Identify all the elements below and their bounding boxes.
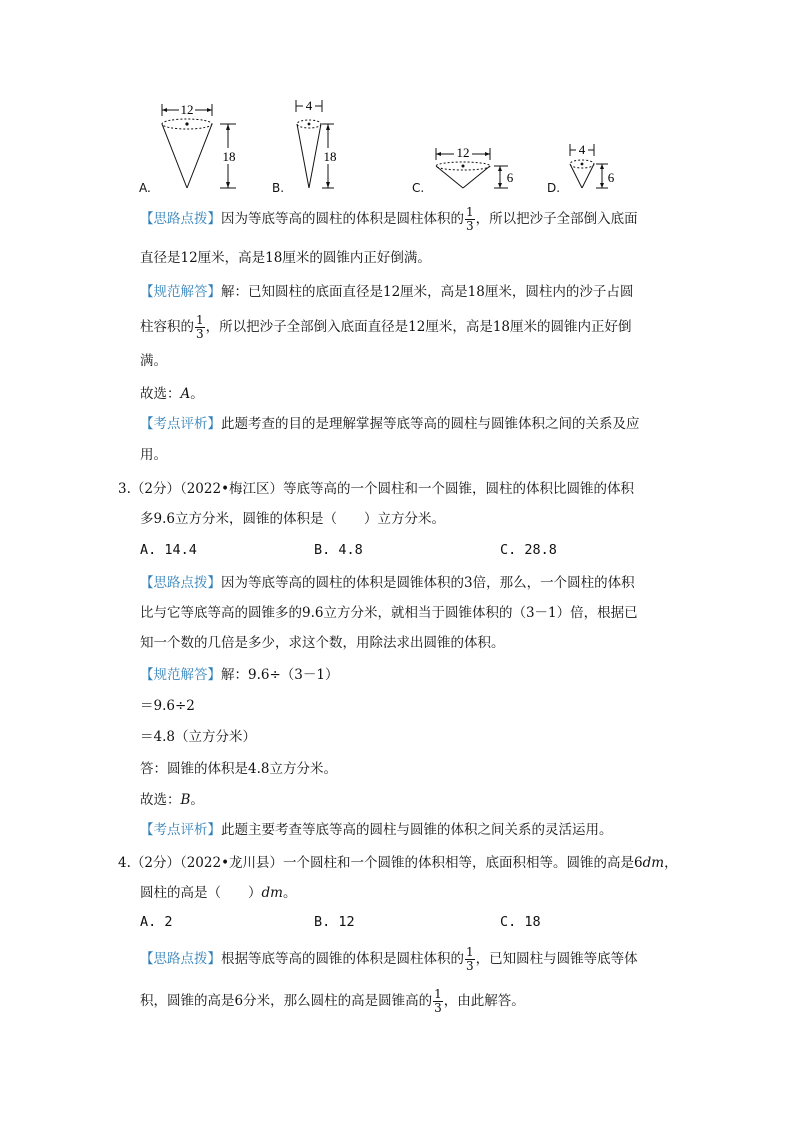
q3-hint-tag: 【思路点拨】 <box>140 575 221 591</box>
q3-review-text-1: 此题主要考查等底等高的圆柱与圆锥的体积之间关系的灵活运用。 <box>221 822 613 838</box>
q3-stem-line-2: 多9.6立方分米，圆锥的体积是（ ）立方分米。 <box>140 511 445 527</box>
q2-review-tag: 【考点评析】 <box>140 416 221 432</box>
q2-hint-text-1a: 因为等底等高的圆柱的体积是圆柱体积的 <box>221 211 464 227</box>
q2-hint-line-2: 直径是12厘米，高是18厘米的圆锥内正好倒满。 <box>140 250 431 266</box>
cone-figure-b <box>288 96 348 196</box>
q3-solution-line-3: ＝4.8（立方分米） <box>140 729 256 745</box>
cone-figure-d <box>565 140 625 196</box>
q3-option-b: B. 4.8 <box>314 542 363 558</box>
q3-solution-line-2: ＝9.6÷2 <box>140 698 195 714</box>
q2-hint-tag: 【思路点拨】 <box>140 211 221 227</box>
fraction-one-third: $\frac{1}{3}$ <box>196 313 204 341</box>
figure-a-height: 18 <box>222 149 236 164</box>
q4-stem-line-2: 圆柱的高是（ ）dm。 <box>140 885 297 901</box>
figure-b-height: 18 <box>323 149 337 164</box>
q4-stem-line-1: 4.（2分）（2022•龙川县）一个圆柱和一个圆锥的体积相等，底面积相等。圆锥的高是6dm， <box>118 855 678 871</box>
q2-hint-text-1b: ，所以把沙子全部倒入底面 <box>475 211 638 227</box>
q4-hint-line-1 <box>140 946 638 973</box>
figure-b-label: B. <box>272 181 285 195</box>
figure-d-diameter: 4 <box>578 142 586 157</box>
q3-hint-text-1: 因为等底等高的圆柱的体积是圆锥体积的3倍，那么，一个圆柱的体积 <box>221 575 635 591</box>
q4-option-a: A. 2 <box>140 914 173 930</box>
q2-solution-line-2 <box>140 314 632 341</box>
q4-option-b: B. 12 <box>314 914 355 930</box>
q2-review-line-2: 用。 <box>140 447 167 463</box>
q2-review-line-1 <box>140 415 640 433</box>
q4-hint-tag: 【思路点拨】 <box>140 951 221 967</box>
q4-hint-text-1a: 根据等底等高的圆锥的体积是圆柱体积的 <box>221 951 464 967</box>
q3-solution-tag: 【规范解答】 <box>140 667 221 683</box>
q2-solution-text-1: 解：已知圆柱的底面直径是12厘米，高是18厘米，圆柱内的沙子占圆 <box>221 284 634 300</box>
q3-solution-line-1 <box>140 666 338 684</box>
figure-a-label: A. <box>139 181 151 195</box>
cone-figure-c <box>430 142 520 196</box>
q4-hint-line-2 <box>140 988 525 1015</box>
fraction-one-third: $\frac{1}{3}$ <box>466 945 474 973</box>
q2-review-text-1: 此题考查的目的是理解掌握等底等高的圆柱与圆锥体积之间的关系及应 <box>221 416 640 432</box>
q3-review-tag: 【考点评析】 <box>140 822 221 838</box>
figure-b-diameter: 4 <box>305 98 313 113</box>
q3-option-a: A. 14.4 <box>140 542 197 558</box>
figure-d-height: 6 <box>607 170 615 185</box>
q3-answer: 答：圆锥的体积是4.8立方分米。 <box>140 761 337 777</box>
cone-figure-a <box>135 98 250 196</box>
q4-option-c: C. 18 <box>500 914 541 930</box>
figure-c-label: C. <box>412 181 425 195</box>
q2-solution-tag: 【规范解答】 <box>140 284 221 300</box>
q3-hint-line-2: 比与它等底等高的圆锥多的9.6立方分米，就相当于圆锥体积的（3－1）倍，根据已 <box>140 605 638 621</box>
q4-hint-text-2a: 积，圆锥的高是6分米，那么圆柱的高是圆锥高的 <box>140 993 433 1009</box>
fraction-one-third: $\frac{1}{3}$ <box>434 987 442 1015</box>
q3-choice: 故选：B。 <box>140 792 204 808</box>
q4-hint-text-2b: ，由此解答。 <box>443 993 525 1009</box>
q2-solution-text-2b: ，所以把沙子全部倒入底面直径是12厘米，高是18厘米的圆锥内正好倒 <box>205 319 632 335</box>
q3-option-c: C. 28.8 <box>500 542 557 558</box>
q2-solution-text-2a: 柱容积的 <box>140 319 194 335</box>
q3-stem-line-1: 3.（2分）（2022•梅江区）等底等高的一个圆柱和一个圆锥，圆柱的体积比圆锥的体积 <box>118 481 635 497</box>
q2-solution-line-1 <box>140 283 633 301</box>
q3-hint-line-3: 知一个数的几倍是多少，求这个数，用除法求出圆锥的体积。 <box>140 635 505 651</box>
figure-a-diameter: 12 <box>180 102 194 117</box>
q2-solution-line-3: 满。 <box>140 353 167 369</box>
fraction-one-third: $\frac{1}{3}$ <box>466 205 474 233</box>
q2-choice: 故选：A。 <box>140 386 204 402</box>
figure-c-height: 6 <box>506 170 514 185</box>
q3-hint-line-1 <box>140 574 635 592</box>
q3-review-line-1 <box>140 821 613 839</box>
figure-d-label: D. <box>547 181 561 195</box>
q2-hint-line-1 <box>140 206 638 233</box>
q4-hint-text-1b: ，已知圆柱与圆锥等底等体 <box>475 951 638 967</box>
q3-solution-text-1: 解：9.6÷（3－1） <box>221 667 339 683</box>
figure-c-diameter: 12 <box>456 145 470 160</box>
